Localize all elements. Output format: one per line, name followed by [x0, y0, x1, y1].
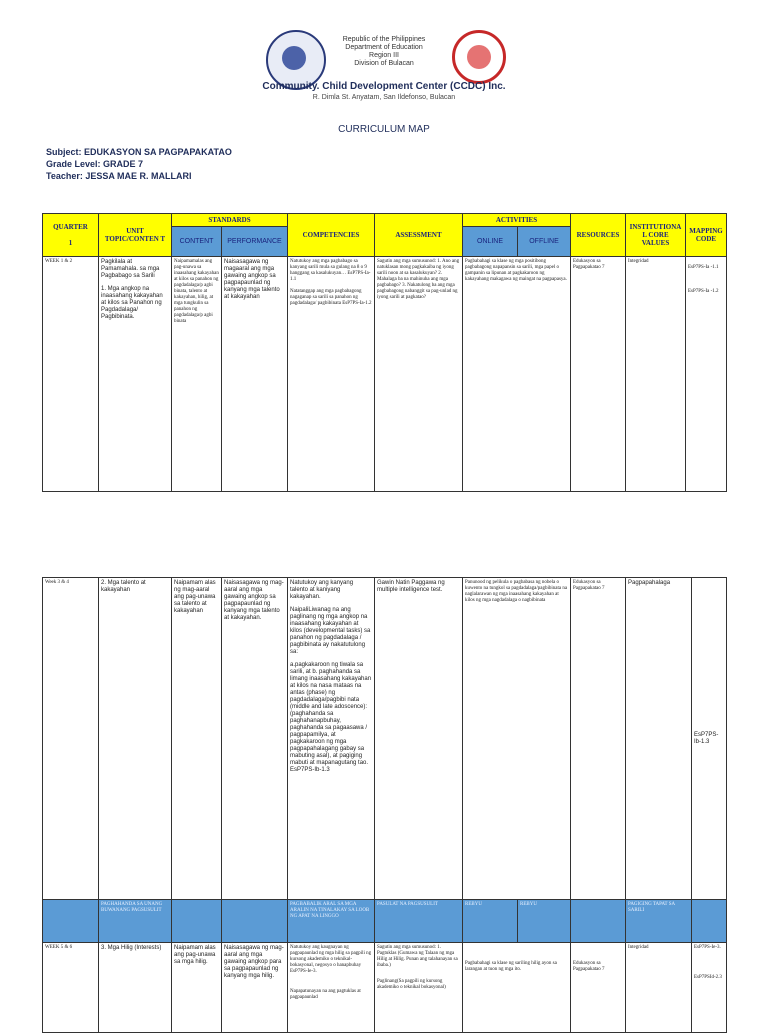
curriculum-table-bottom [42, 577, 727, 1033]
subject-line: Subject: EDUKASYON SA PAGPAPAKATAO [46, 147, 232, 157]
review-offline-cell: REBYU [518, 900, 571, 943]
values-cell: Integridad [626, 257, 686, 492]
content-cell: Naipamam alas ang pag-unawa sa mga hilig. [172, 943, 222, 1033]
assessment-cell: Sagutin ang mga sumusunod: 1. Ano ang natuklasan mong pagkakaiba ng iyong sarili noon at sa kasalukuyan? 2. Mahalaga ba na mahinuha ang mga pagbabago? 3. Nakatulong ba ang mga pagbabagong nabanggit sa pag-unlad ng iyong sarili at pagkatao? [375, 257, 463, 492]
online-header: ONLINE [463, 227, 518, 257]
assessment-cell: Gawin Natin Paggawa ng multiple intelligence test. [375, 578, 463, 900]
teacher-line: Teacher: JESSA MAE R. MALLARI [46, 171, 192, 181]
performance-cell [222, 900, 288, 943]
competencies-cell: Natutukoy ang kaugnayan ng pagpapaunlad ng mga hilig sa pagpili ng kursong akademiko o teknikal-bokasyonal, negosyo o hanapbuhay EsP7PS-Ie-3. Napapatunayan na ang pagtuklas at pagpapaunlad [288, 943, 375, 1033]
grade-line: Grade Level: GRADE 7 [46, 159, 144, 169]
activities-cell: Panunood ng pelikula o pagbabasa ng nobela o kuwento na tungkol sa pagdadalaga/pagbibinata na naglalarawan ng mga inaasahang kakayahan at kilos ng mga nagdadalaga o nagbibinata [463, 578, 571, 900]
division-line: Division of Bulacan [354, 60, 414, 67]
competencies-header: COMPETENCIES [288, 214, 375, 257]
content-cell: Naipamamalas ang pag-unawa sa inaasahang kakayahan at kilos sa panahon ng pagdadalaga/p agbi binata, talento at kakayahan, hilig, at mga tungkulin sa panahon ng pagdadalaga/p agbi binata [172, 257, 222, 492]
curriculum-table-top [42, 213, 727, 492]
document-title: CURRICULUM MAP [338, 124, 430, 135]
assessment-cell: Sagutin ang mga sumusunod: 1. Pagtuklas (Gumawa ng Talaan ng mga Hilig at Hilig. Punan ang talahanayan sa ibaba.) Paglinang(Sa pagpili ng kursong akademiko o teknikal bokasyonal) [375, 943, 463, 1033]
performance-cell: Naisasagawa ng magaaral ang mga gawaing angkop sa pagpapaunlad ng kanyang mga talento at kakayahan [222, 257, 288, 492]
mapping-cell: EsP7PS-Ie-3. EsP7PSId-2.3 [692, 943, 727, 1033]
standards-header: STANDARDS [172, 214, 288, 227]
resources-header: RESOURCES [571, 214, 626, 257]
offline-header: OFFLINE [518, 227, 571, 257]
content-cell [172, 900, 222, 943]
mapping-header: MAPPING CODE [686, 214, 727, 257]
values-header: INSTITUTIONA L CORE VALUES [626, 214, 686, 257]
mapping-cell: EsP7PS-Ib-1.3 [692, 578, 727, 900]
quarter-header: QUARTER 1 [43, 214, 99, 257]
week-cell [43, 900, 99, 943]
values-cell: Integridad [626, 943, 692, 1033]
resources-cell [571, 900, 626, 943]
school-address: R. Dimla St. Anyatam, San Ildefonso, Bulacan [312, 94, 456, 101]
content-header: CONTENT [172, 227, 222, 257]
school-name: Community. Child Development Center (CCDC) Inc. [262, 81, 506, 92]
values-cell: Pagpapahalaga [626, 578, 692, 900]
week-cell: WEEK 1 & 2 [43, 257, 99, 492]
unit-cell: 3. Mga Hilig (Interests) [99, 943, 172, 1033]
competencies-cell: Natutukoy ang kanyang talento at kaniyang kakayahan. NaipaliLiwanag na ang paglinang ng mga angkop na inaasahang kakayahan at kilos (developmental tasks) sa panahon ng pagdadalaga / pagbibinata ay nakatutulong sa: a.pagkakaroon ng tiwala sa sarili, at b. paghahanda sa limang inaasahang kakayahan at kilos na nasa mataas na antas (phase) ng pagdadalaga/pagbibi nata (middle and late adoscence): (paghahanda sa paghahanapbuhay, paghahanda sa pagaasawa / pagpapamilya, at pagkakaroon ng mga pagpapahalagang gabay sa mabuting asal), at pagiging mabuti at mapanagutang tao. EsP7PS-Ib-1.3 [288, 578, 375, 900]
republic-line: Republic of the Philippines [342, 36, 426, 43]
review-unit-cell: PAGHAHANDA SA UNANG BUWANANG PAGSUSULIT [99, 900, 172, 943]
performance-cell: Naisasagawa ng mag-aaral ang mga gawaing angkop para sa pagpapaunlad ng kanyang mga hilig. [222, 943, 288, 1033]
performance-cell: Naisasagawa ng mag-aaral ang mga gawaing angkop sa pagpapaunlad ng kanyang mga talento at kakayahan. [222, 578, 288, 900]
competencies-cell: Natutukoy ang mga pagbabago sa kanyang sarili mula sa gulang na 8 o 9 hanggang sa kasalukuyan… EsP7PS-Ia-1.1 Natatanggap ang mga pagbabagong nagaganap sa sarili sa panahon ng pagdadalaga/ pagbibinata EsP7PS-Ia-1.2 [288, 257, 375, 492]
week-cell: WEEK 5 & 6 [43, 943, 99, 1033]
resources-cell: Edukasyon sa Pagpapakatao 7 [571, 578, 626, 900]
activities-cell: Pagbabahagi sa klase ng sariling hilig ayon sa larangan at tuon ng mga ito. [463, 943, 571, 1033]
unit-cell: 2. Mga talento at kakayahan [99, 578, 172, 900]
region-line: Region III [369, 52, 399, 59]
unit-header: UNIT TOPIC/CONTEN T [99, 214, 172, 257]
resources-cell: Edukasyon sa Pagpapakatao 7 [571, 943, 626, 1033]
assessment-header: ASSESSMENT [375, 214, 463, 257]
department-line: Department of Education [345, 44, 423, 51]
week-cell: Week 3 & 4 [43, 578, 99, 900]
content-cell: Naipamam alas ng mag-aaral ang pag-unawa sa talento at kakayahan [172, 578, 222, 900]
activities-header: ACTIVITIES [463, 214, 571, 227]
unit-cell: Pagkilala at Pamamahala. sa mga Pagbabago sa Sarili 1. Mga angkop na inaasahang kakayahan at kilos sa Panahon ng Pagdadalaga/ Pagbibinata. [99, 257, 172, 492]
review-values-cell: PAGIGING TAPAT SA SARILI [626, 900, 692, 943]
review-assessment-cell: PASULAT NA PAGSUSULIT [375, 900, 463, 943]
performance-header: PERFORMANCE [222, 227, 288, 257]
mapping-cell [692, 900, 727, 943]
mapping-cell: EsP7PS-Ia -1.1 EsP7PS-Ia -1.2 [686, 257, 727, 492]
activities-cell: Pagbabahagi sa klase ng mga positibong pagbabagong napapansin sa sarili, mga papel o gampanin sa lipunan at pagkakaroon ng kakayahang makagawa ng maingat na pagpapasya. [463, 257, 571, 492]
resources-cell: Edukasyon sa Pagpapakatao 7 [571, 257, 626, 492]
review-online-cell: REBYU [463, 900, 518, 943]
review-competencies-cell: PAGBABALIK ARAL SA MGA ARALIN NA TINALAKAY SA LOOB NG APAT NA LINGGO [288, 900, 375, 943]
